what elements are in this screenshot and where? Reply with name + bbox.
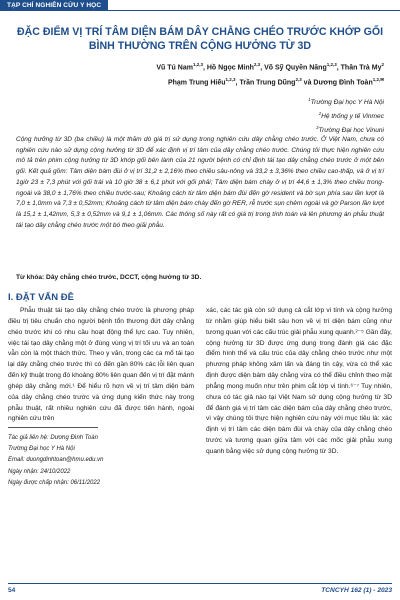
author-sup: 2,3 [253,62,261,67]
footer-rule [8,583,392,584]
author-sup: 2 [381,62,384,67]
author-name: Thân Trà My [340,64,382,72]
author-sup: 2,3 [295,77,302,83]
body-column-right [206,306,392,458]
footnote-rule [8,427,98,428]
journal-citation: TCNCYH 162 (1) - 2023 [321,587,392,594]
author-sep-and: và [303,79,312,87]
footnote-email[interactable]: Email: duongdinhtoan@hmu.edu.vn [8,457,104,464]
author-sup: 1,2,3 [326,62,337,67]
affiliation-sup: 1 [308,97,311,102]
author-sup: 1,2,✉ [372,77,384,83]
author-name: Vũ Tú Nam [156,64,193,72]
author-list [16,59,384,90]
author-name: Hồ Ngọc Minh [206,64,254,72]
abstract: Cộng hưởng từ 3D (ba chiều) là một thăm dò giá trị sử dụng trong nghiên cứu dây chằng chéo trước. Ở Việt Nam, chưa có nghiên cứu nào sử dụng cộng hưởng từ 3D để xác định vị trí tâm của dây chằng chéo trước. Chúng tôi thực hiện nghiên cứu mô tả trên phim cộng hưởng từ 3D khớp gối bên lành của 21 người bệnh có chỉ định tái tạo dây chằng chéo trước ở một bên gối. Kết quả gồm: Tâm diện bám đùi ở vị trí 31,2 ± 2,16% theo chiều sâu-nông và 33,2 ± 3,36% theo chiều cao-thấp, và ở vị trí 1giờ 23 ± 7,3 phút với gối trái và 10 giờ 38 ± 6,1 phút với gối phải; Tâm diện bám chày ở vị trí 44,6 ± 1,3% theo chiều trong-ngoài và 38,0 ± 1,76% theo chiều trước-sau; Khoảng cách từ tâm diện bám đùi đến gờ resident và bờ sụn phía sau lần lượt là 7,0 ± 1,0mm và 7,3 ± 0,52mm; Khoảng cách từ tâm diện bám chày đến gờ RER, rễ trước sụn chêm ngoài và gờ Parson lần lượt là 15,1 ± 1,42mm, 5,3 ± 0,52mm và 9,1 ± 1,06mm. Các thông số này rất có giá trị trong tính toán và lên phương án phẫu thuật tái tạo dây chằng chéo trước một bó theo giải phẫu. [16,136,384,229]
affiliation-item [308,108,384,122]
author-sup: 1,2,3 [225,77,236,83]
affiliation-text: Trường Đại học Vinuni [318,127,384,135]
body-paragraph: Phẫu thuật tái tạo dây chằng chéo trước là phương pháp điều trị tiêu chuẩn cho người bệnh tổn thương đứt dây chằng chéo trước khi có nhu cầu hoạt động thể lực cao. Tuy nhiên, việc tái tạo dây chằng một ở đúng vùng vị trí tối ưu và an toàn vẫn còn là một thách thức. Theo y văn, trong các ca mổ tái tạo lại dây chằng chéo trước thì có đến gần 80% các lỗi liên quan đến kỹ thuật trong đó khoảng 80% liên quan đến vị trí đặt mảnh ghép dây chằng mới.¹ Để hiểu rõ hơn về vị trí tâm diện bám của dây chằng chéo trước và ứng dụng kiến thức này trong phẫu thuật, rất nhiều nghiên cứu đã được tiến hành, ngoài nghiên cứu trên [8,307,194,423]
author-name: Trần Trung Dũng [239,79,296,87]
footnote-institution: Trường Đại học Y Hà Nội [8,446,75,453]
author-line-1 [16,59,384,74]
author-line-2 [16,74,384,89]
keywords: Từ khóa: Dây chằng chéo trước, DCCT, cộng hưởng từ 3D. [16,274,202,281]
footnote-author: Tác giả liên hệ: Dương Đình Toàn [8,435,98,441]
affiliation-text: Hệ thống y tế Vinmec [321,113,384,121]
author-name: Phạm Trung Hiếu [167,79,226,87]
affiliation-sup: 2 [318,111,322,117]
author-sep: , [235,79,238,87]
correspondence-footnote [8,433,194,489]
body-paragraph: xác, các tác giả còn sử dụng cả cắt lớp vi tính và cộng hưởng từ nhằm giúp hiểu biết sâu hơn về vị trí diện bám cũng như tương quan với các cấu trúc giải phẫu xung quanh.²⁻⁵ Gần đây, cộng hưởng từ 3D được ứng dụng trong đánh giá các đặc điểm hình thể và cấu trúc của dây chằng chéo trước như một phương pháp không xâm lấn và đáng tin cậy, vừa có thể xác định được diện bám dây chằng vừa có thể điều chỉnh theo mặt phẳng mong muốn như trên phim cắt lớp vi tính.⁶⁻⁷ Tuy nhiên, chưa có tác giả nào tại Việt Nam sử dụng cộng hưởng từ 3D để đánh giá vị trí tâm các diện bám của dây chằng chéo trước, vì vậy chúng tôi thực hiện nghiên cứu này với mục tiêu là: xác định vị trí tâm các diện bám đùi và chày của dây chằng chéo trước và tương quan giữa tâm với các mốc giải phẫu xung quanh bằng việc sử dụng cộng hưởng từ 3D. [206,307,392,455]
affiliation-sup: 3 [316,125,319,131]
author-name: Dương Đình Toàn [313,79,373,87]
article-title: ĐẶC ĐIỂM VỊ TRÍ TÂM DIỆN BÁM DÂY CHẰNG CHÉO TRƯỚC KHỚP GỐI BÌNH THƯỜNG TRÊN CỘNG HƯỞNG TỪ 3D [16,26,384,52]
body-column-left [8,306,194,425]
author-name: Võ Sỹ Quyền Năng [264,64,327,72]
section-heading: I. ĐẶT VẤN ĐỀ [8,292,74,303]
author-sep: , [260,64,263,72]
author-sep: , [336,64,339,72]
author-sep: , [202,64,205,72]
affiliations [308,94,384,137]
footnote-accepted: Ngày được chấp nhận: 06/11/2022 [8,479,101,486]
affiliation-item [308,94,384,108]
page-number: 54 [8,587,16,594]
author-sup: 1,2,3 [192,62,203,67]
page-header [0,0,400,11]
affiliation-text: Trường Đại học Y Hà Nội [310,99,384,107]
header-rule [0,10,400,11]
section-tag: TẠP CHÍ NGHIÊN CỨU Y HỌC [0,0,108,11]
footnote-received: Ngày nhận: 24/10/2022 [8,468,71,475]
